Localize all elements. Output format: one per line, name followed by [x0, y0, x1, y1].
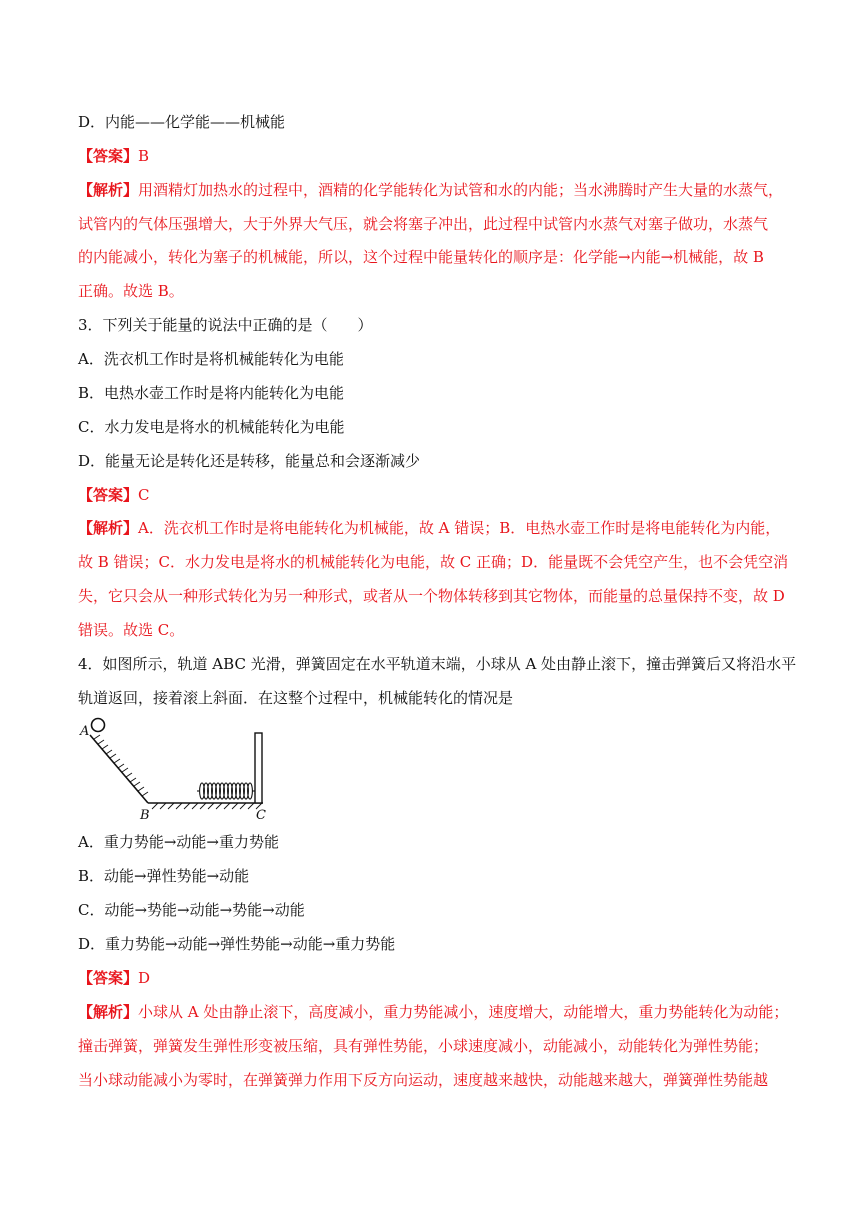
slope-hatching: [94, 735, 148, 796]
q3-option-c: C．水力发电是将水的机械能转化为电能: [78, 418, 345, 436]
q3-analysis-line-3: 失，它只会从一种形式转化为另一种形式，或者从一个物体转移到其它物体，而能量的总量保持不变，故 D: [78, 587, 785, 605]
wall: [255, 733, 262, 803]
q4-option-d: D．重力势能→动能→弹性势能→动能→重力势能: [78, 935, 396, 953]
floor-hatching: [152, 803, 262, 809]
q2-analysis-line-2: 试管内的气体压强增大，大于外界大气压，就会将塞子冲出，此过程中试管内水蒸气对塞子做功，水蒸气: [78, 215, 769, 233]
q3-option-a: A．洗衣机工作时是将机械能转化为电能: [78, 350, 344, 368]
analysis-label: 【解析】: [78, 1003, 139, 1021]
q3-analysis-line-2: 故 B 错误；C．水力发电是将水的机械能转化为电能，故 C 正确；D．能量既不会凭空产生，也不会凭空消: [78, 553, 789, 571]
q4-option-b: B．动能→弹性势能→动能: [78, 867, 250, 885]
q3-option-d: D．能量无论是转化还是转移，能量总和会逐渐减少: [78, 452, 421, 470]
answer-value: D: [138, 969, 151, 987]
q3-analysis-line-4: 错误。故选 C。: [78, 621, 185, 639]
label-b: B: [140, 808, 150, 820]
answer-value: C: [138, 486, 150, 504]
q3-stem: 3．下列关于能量的说法中正确的是（ ）: [78, 316, 373, 334]
ball: [92, 719, 105, 732]
q4-analysis-line-2: 撞击弹簧，弹簧发生弹性形变被压缩，具有弹性势能，小球速度减小，动能减小，动能转化为弹性势能；: [78, 1037, 769, 1055]
q3-analysis-line-1: 【解析】A．洗衣机工作时是将电能转化为机械能，故 A 错误；B．电热水壶工作时是将电能转化为内能，: [78, 519, 781, 537]
q2-option-d: D．内能——化学能——机械能: [78, 113, 286, 131]
label-a: A: [80, 724, 90, 739]
q4-option-c: C．动能→势能→动能→势能→动能: [78, 901, 305, 919]
answer-label: 【答案】: [78, 486, 139, 504]
q4-option-a: A．重力势能→动能→重力势能: [78, 833, 279, 851]
analysis-label: 【解析】: [78, 519, 139, 537]
q3-option-b: B．电热水壶工作时是将内能转化为电能: [78, 384, 345, 402]
answer-value: B: [138, 147, 150, 165]
answer-label: 【答案】: [78, 147, 139, 165]
q4-analysis-line-3: 当小球动能减小为零时，在弹簧弹力作用下反方向运动，速度越来越快，动能越来越大，弹簧弹性势能越: [78, 1071, 769, 1089]
slope-track: [90, 735, 148, 803]
q4-analysis-line-1: 【解析】小球从 A 处由静止滚下，高度减小，重力势能减小，速度增大，动能增大，重力势能转化为动能；: [78, 1003, 789, 1021]
label-c: C: [256, 808, 266, 820]
q4-stem-line-1: 4．如图所示，轨道 ABC 光滑，弹簧固定在水平轨道末端，小球从 A 处由静止滚下，撞击弹簧后又将沿水平: [78, 655, 797, 673]
q4-answer: [78, 968, 792, 988]
q3-answer: [78, 485, 792, 505]
q4-stem-line-2: 轨道返回，接着滚上斜面．在这整个过程中，机械能转化的情况是: [78, 689, 514, 707]
q2-analysis-line-4: 正确。故选 B。: [78, 282, 184, 300]
analysis-label: 【解析】: [78, 181, 139, 199]
spring: [197, 783, 255, 799]
q2-answer: [78, 146, 792, 166]
q2-analysis-line-1: 【解析】用酒精灯加热水的过程中，酒精的化学能转化为试管和水的内能；当水沸腾时产生大量的水蒸气，: [78, 181, 784, 199]
answer-label: 【答案】: [78, 969, 139, 987]
track-spring-diagram: [78, 715, 278, 820]
q2-analysis-line-3: 的内能减小，转化为塞子的机械能，所以，这个过程中能量转化的顺序是：化学能→内能→机械能，故 B: [78, 248, 764, 266]
